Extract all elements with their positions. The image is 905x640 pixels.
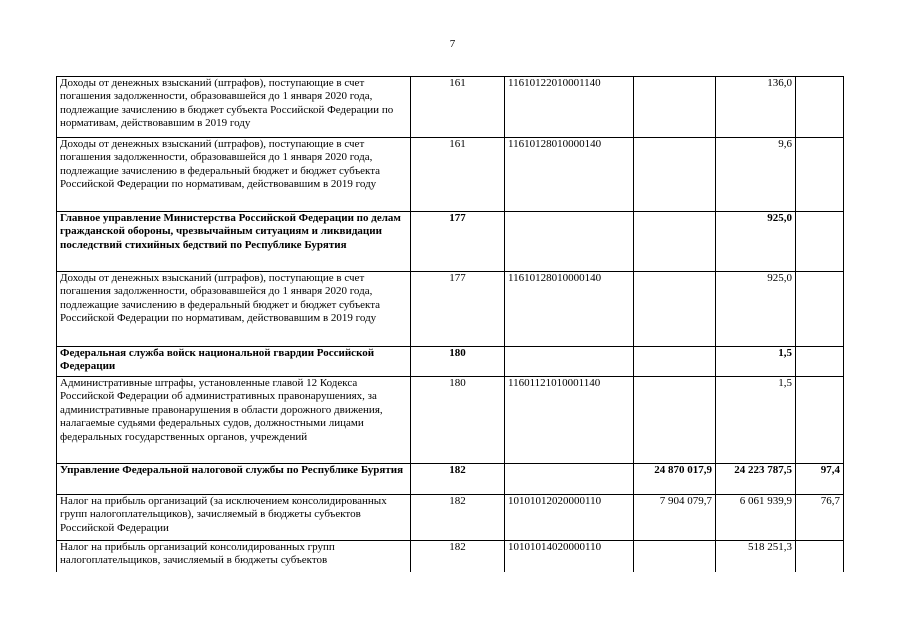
admin-code: 177 [411,212,505,272]
plan-value [634,377,716,464]
plan-value [634,77,716,138]
table-row [57,541,844,572]
row-description: Главное управление Министерства Российской Федерации по делам гражданской обороны, чрезвычайным ситуациям и ликвидации последствий стихийных бедствий по Республике Бурятия [57,212,411,272]
fact-value: 925,0 [716,212,796,272]
plan-value [634,212,716,272]
admin-code: 161 [411,77,505,138]
table-row [57,464,844,495]
admin-code: 180 [411,377,505,464]
plan-value: 24 870 017,9 [634,464,716,495]
table-row [57,272,844,347]
budget-class-code: 10101014020000110 [505,541,634,572]
fact-value: 518 251,3 [716,541,796,572]
plan-value: 7 904 079,7 [634,495,716,541]
table-row [57,212,844,272]
admin-code: 182 [411,495,505,541]
percent-value [796,77,844,138]
plan-value [634,138,716,212]
percent-value: 76,7 [796,495,844,541]
percent-value [796,138,844,212]
row-description: Налог на прибыль организаций консолидированных групп налогоплательщиков, зачисляемый в бюджеты субъектов [57,541,411,572]
row-description: Доходы от денежных взысканий (штрафов), поступающие в счет погашения задолженности, образовавшейся до 1 января 2020 года, подлежащие зачислению в федеральный бюджет и бюджет субъекта Российской Федерации по нормативам, действовавшим в 2019 году [57,138,411,212]
plan-value [634,272,716,347]
admin-code: 161 [411,138,505,212]
budget-class-code: 11610128010000140 [505,138,634,212]
row-description: Налог на прибыль организаций (за исключением консолидированных групп налогоплательщиков), зачисляемый в бюджеты субъектов Российской Федерации [57,495,411,541]
percent-value [796,212,844,272]
fact-value: 24 223 787,5 [716,464,796,495]
fact-value: 136,0 [716,77,796,138]
admin-code: 177 [411,272,505,347]
percent-value [796,272,844,347]
row-description: Доходы от денежных взысканий (штрафов), поступающие в счет погашения задолженности, образовавшейся до 1 января 2020 года, подлежащие зачислению в бюджет субъекта Российской Федерации по нормативам, действовавшим в 2019 году [57,77,411,138]
budget-class-code: 10101012020000110 [505,495,634,541]
row-description: Доходы от денежных взысканий (штрафов), поступающие в счет погашения задолженности, образовавшейся до 1 января 2020 года, подлежащие зачислению в федеральный бюджет и бюджет субъекта Российской Федерации по нормативам, действовавшим в 2019 году [57,272,411,347]
percent-value: 97,4 [796,464,844,495]
revenue-table [56,76,844,572]
admin-code: 180 [411,347,505,377]
page-number: 7 [449,38,456,50]
admin-code: 182 [411,541,505,572]
budget-class-code [505,464,634,495]
plan-value [634,541,716,572]
table-row [57,138,844,212]
row-description: Административные штрафы, установленные главой 12 Кодекса Российской Федерации об административных правонарушениях, за административные правонарушения в области дорожного движения, налагаемые судьями федеральных судов, должностными лицами федеральных государственных органов, учреждений [57,377,411,464]
fact-value: 9,6 [716,138,796,212]
table-row [57,377,844,464]
percent-value [796,347,844,377]
fact-value: 925,0 [716,272,796,347]
budget-class-code [505,212,634,272]
percent-value [796,541,844,572]
percent-value [796,377,844,464]
row-description: Управление Федеральной налоговой службы по Республике Бурятия [57,464,411,495]
budget-class-code: 11610128010000140 [505,272,634,347]
budget-class-code: 11601121010001140 [505,377,634,464]
plan-value [634,347,716,377]
fact-value: 1,5 [716,347,796,377]
fact-value: 6 061 939,9 [716,495,796,541]
table-row [57,347,844,377]
table-row [57,495,844,541]
fact-value: 1,5 [716,377,796,464]
row-description: Федеральная служба войск национальной гвардии Российской Федерации [57,347,411,377]
budget-class-code: 11610122010001140 [505,77,634,138]
budget-class-code [505,347,634,377]
admin-code: 182 [411,464,505,495]
table-row [57,77,844,138]
